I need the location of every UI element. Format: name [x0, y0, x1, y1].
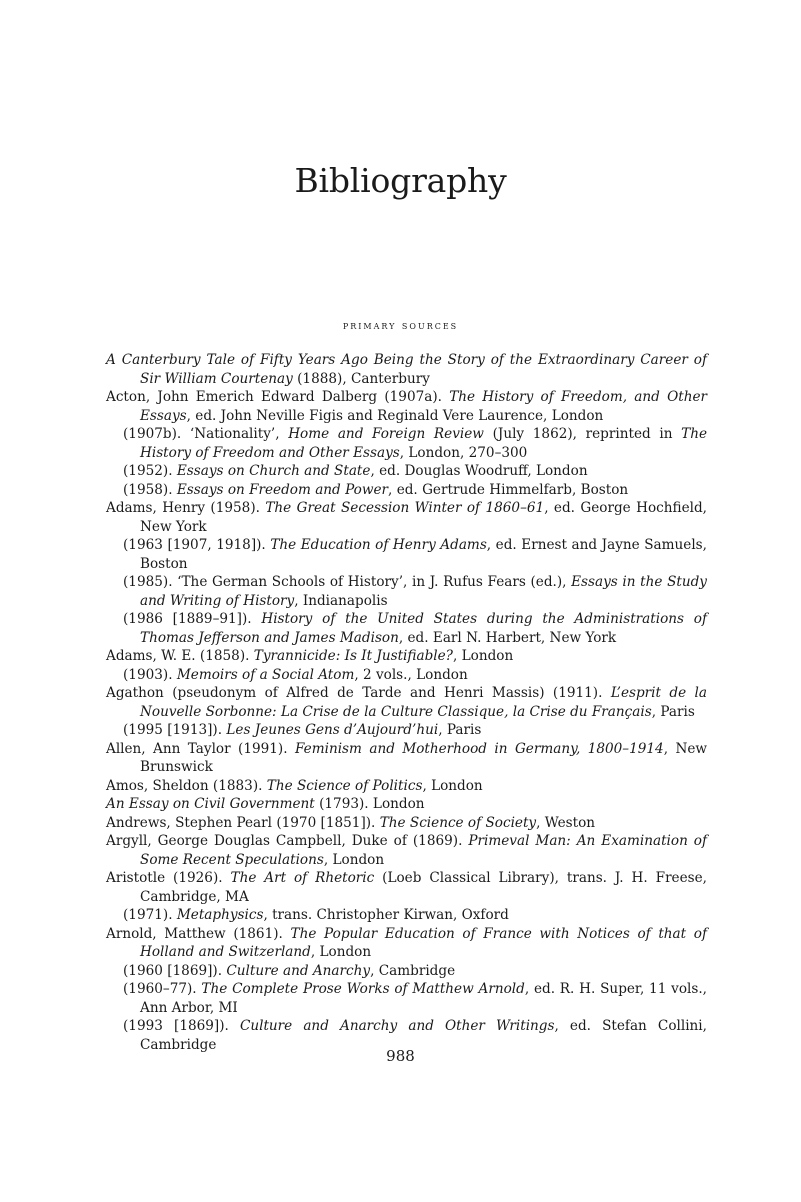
entry-text: (1963 [1907, 1918]).: [123, 537, 271, 553]
work-title: Tyrannicide: Is It Justifiable?: [253, 648, 453, 664]
work-title: The History of Freedom, and Other Essays: [140, 389, 707, 424]
entry-text: Argyll, George Douglas Campbell, Duke of (1869).: [106, 833, 469, 849]
entry-text: , London: [452, 648, 514, 664]
entry-text: (1960–77).: [123, 981, 202, 997]
bibliography-entry: [106, 777, 707, 796]
work-title: The Great Secession Winter of 1860–61: [265, 500, 545, 516]
work-title: Essays on Church and State: [176, 463, 371, 479]
entry-text: , London: [310, 944, 372, 960]
work-title: Culture and Anarchy: [226, 962, 371, 979]
bibliography-entry: [106, 388, 707, 425]
bibliography-continuation-entry: [106, 536, 707, 573]
entry-text: (1952).: [123, 463, 177, 479]
bibliography-entry: [106, 351, 707, 388]
entry-text: Allen, Ann Taylor (1991).: [106, 740, 295, 757]
entry-text: , 2 vols., London: [354, 666, 468, 683]
bibliography-entry: [106, 869, 707, 906]
work-title: The Complete Prose Works of Matthew Arnold: [201, 981, 525, 997]
entry-text: (1888), Canterbury: [292, 370, 430, 387]
bibliography-continuation-entry: [106, 980, 707, 1017]
entry-text: (1985). ‘The German Schools of History’, in J. Rufus Fears (ed.),: [123, 574, 572, 590]
entry-text: Arnold, Matthew (1861).: [106, 925, 291, 942]
bibliography-continuation-entry: [106, 906, 707, 925]
work-title: An Essay on Civil Government: [106, 796, 315, 812]
bibliography-continuation-entry: [106, 462, 707, 481]
entry-text: , New Brunswick: [140, 740, 708, 775]
bibliography-entry: [106, 925, 707, 962]
bibliography-continuation-entry: [106, 610, 707, 647]
entry-text: Amos, Sheldon (1883).: [106, 777, 267, 794]
page-number: 988: [386, 1047, 415, 1065]
bibliography-entry: [106, 740, 707, 777]
entry-text: , ed. Ernest and Jayne Samuels, Boston: [140, 537, 707, 572]
work-title: Home and Foreign Review: [288, 426, 484, 442]
work-title: The Education of Henry Adams: [270, 537, 487, 553]
entry-text: , ed. George Hochfield, New York: [140, 500, 707, 535]
work-title: Primeval Man: An Examination of Some Recent Speculations: [140, 833, 708, 868]
work-title: Culture and Anarchy and Other Writings: [239, 1018, 555, 1034]
entry-text: , Paris: [651, 703, 695, 720]
work-title: Metaphysics: [176, 907, 264, 923]
entry-text: (1907b). ‘Nationality’,: [123, 426, 289, 442]
entry-text: , ed. Earl N. Harbert, New York: [398, 629, 617, 646]
entry-text: , Weston: [536, 814, 596, 831]
work-title: Feminism and Motherhood in Germany, 1800–1914: [294, 740, 664, 757]
bibliography-entry: [106, 684, 707, 721]
bibliography-continuation-entry: [106, 481, 707, 500]
bibliography-continuation-entry: [106, 573, 707, 610]
entry-text: (1986 [1889–91]).: [123, 611, 262, 627]
entry-text: Aristotle (1926).: [106, 870, 231, 886]
entry-text: Acton, John Emerich Edward Dalberg (1907a).: [106, 389, 450, 405]
bibliography-continuation-entry: [106, 666, 707, 685]
entry-text: Andrews, Stephen Pearl (1970 [1851]).: [106, 814, 380, 831]
page-title: Bibliography: [294, 161, 507, 201]
entry-text: , ed. Stefan Collini, Cambridge: [140, 1018, 707, 1053]
entry-text: , London: [323, 851, 385, 868]
bibliography-entry: [106, 647, 707, 666]
entry-text: (1793). London: [314, 796, 425, 812]
work-title: L’esprit de la Nouvelle Sorbonne: La Crise de la Culture Classique, la Crise du Français: [140, 685, 708, 720]
work-title: The Popular Education of France with Notices of that of Holland and Switzerland: [140, 925, 707, 960]
entry-text: (1960 [1869]).: [123, 962, 227, 979]
entry-text: (1958).: [123, 481, 177, 498]
entry-text: (1995 [1913]).: [123, 722, 227, 738]
entry-text: , London: [422, 777, 483, 794]
bibliography-list: [106, 351, 707, 1054]
work-title: Les Jeunes Gens d’Aujourd’hui: [226, 722, 439, 738]
entry-text: (July 1862), reprinted in: [483, 426, 682, 442]
entry-text: , trans. Christopher Kirwan, Oxford: [263, 907, 509, 923]
entry-text: (1971).: [123, 907, 177, 923]
bibliography-continuation-entry: [106, 721, 707, 740]
entry-text: , ed. Gertrude Himmelfarb, Boston: [388, 481, 629, 498]
entry-text: (1903).: [123, 666, 177, 683]
entry-text: , London, 270–300: [399, 444, 528, 461]
entry-text: , ed. John Neville Figis and Reginald Vere Laurence, London: [186, 407, 604, 424]
bibliography-continuation-entry: [106, 962, 707, 981]
entry-text: (Loeb Classical Library), trans. J. H. Freese, Cambridge, MA: [140, 870, 707, 905]
bibliography-continuation-entry: [106, 425, 707, 462]
bibliography-entry: [106, 499, 707, 536]
work-title: The Science of Politics: [266, 777, 423, 794]
work-title: Essays in the Study and Writing of History: [140, 574, 707, 609]
entry-text: , ed. Douglas Woodruff, London: [370, 463, 588, 479]
bibliography-entry: [106, 832, 707, 869]
entry-text: , Paris: [438, 722, 482, 738]
entry-text: , Cambridge: [370, 962, 456, 979]
work-title: The History of Freedom and Other Essays: [140, 426, 707, 461]
entry-text: , Indianapolis: [294, 592, 388, 609]
entry-text: Adams, W. E. (1858).: [106, 648, 254, 664]
work-title: A Canterbury Tale of Fifty Years Ago Being the Story of the Extraordinary Career of Sir William Courtenay: [106, 352, 707, 387]
work-title: History of the United States during the Administrations of Thomas Jefferson and James Madison: [140, 611, 707, 646]
work-title: The Art of Rhetoric: [230, 870, 375, 886]
bibliography-entry: [106, 814, 707, 833]
work-title: Essays on Freedom and Power: [176, 481, 389, 498]
work-title: The Science of Society: [379, 814, 537, 831]
section-heading: primary sources: [342, 319, 459, 332]
entry-text: , ed. R. H. Super, 11 vols., Ann Arbor, MI: [140, 981, 707, 1016]
work-title: Memoirs of a Social Atom: [176, 666, 355, 683]
entry-text: (1993 [1869]).: [123, 1018, 240, 1034]
entry-text: Agathon (pseudonym of Alfred de Tarde and Henri Massis) (1911).: [106, 685, 611, 701]
entry-text: Adams, Henry (1958).: [106, 500, 266, 516]
bibliography-entry: [106, 795, 707, 814]
